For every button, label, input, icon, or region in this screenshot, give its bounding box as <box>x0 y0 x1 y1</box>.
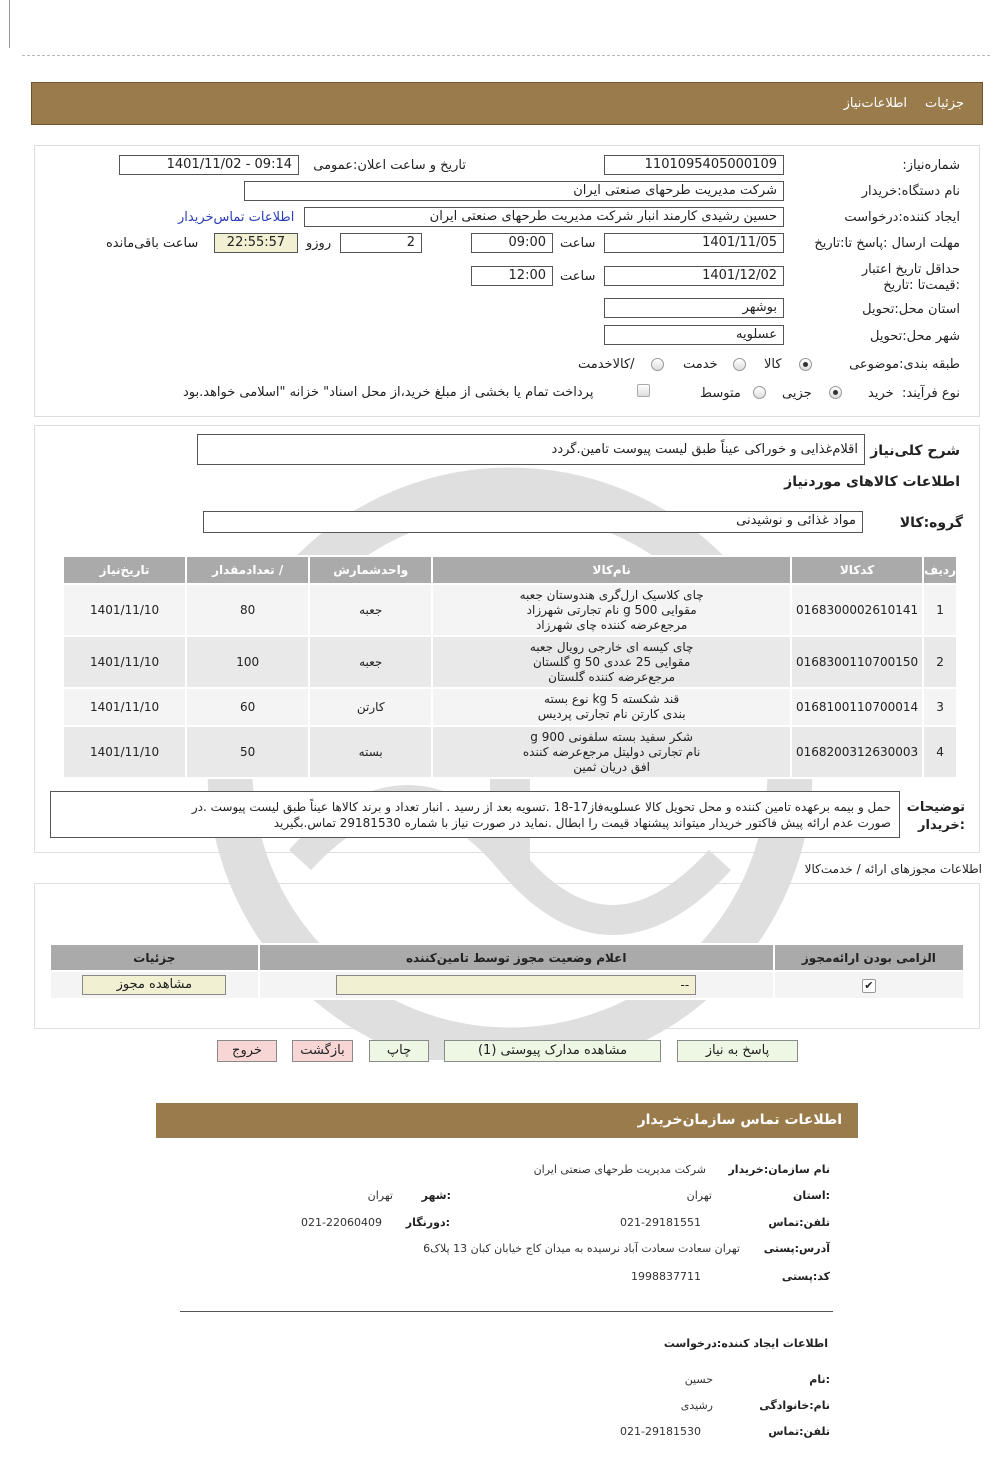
goods-table <box>62 555 958 779</box>
need-number-field: 1101095405000109 <box>604 155 784 175</box>
validity-time-label: ساعت <box>560 269 596 284</box>
permit-required-checkbox: ✔ <box>862 979 876 993</box>
print-button[interactable]: چاپ <box>369 1040 429 1062</box>
cell-name-line: افق دریان ثمین <box>573 759 650 774</box>
tab-need-info[interactable]: اطلاعات‌نیاز <box>843 96 908 111</box>
goods-info-title: اطلاعات کالاهای مورد‌نیاز <box>784 474 960 490</box>
cell-name-line: بندی کارتن نام تجارتی پردیس <box>537 707 686 721</box>
category-goods-service-radio[interactable] <box>651 358 664 371</box>
reply-button[interactable]: پاسخ به نیاز <box>677 1040 798 1062</box>
treasury-payment-note: پرداخت تمام یا بخشی از مبلغ خرید،از محل اسناد" خزانه "اسلامی خواهد.بود <box>183 385 594 400</box>
province-label: استان محل‌:تحویل <box>862 302 960 317</box>
category-goods-label: کالا <box>764 357 782 372</box>
days-field: 2 <box>340 233 422 253</box>
cell-name-line: مقوایی 500 g نام تجارتی شهرزاد <box>526 602 697 617</box>
creator-phone-value: 021-29181530 <box>620 1425 701 1438</box>
permits-title: اطلاعات مجوزهای ارائه / خدمت‌کالا <box>804 862 982 876</box>
deadline-time-label: ساعت <box>560 236 596 251</box>
buyer-contact-link[interactable]: اطلاعات تماس‌خریدار <box>178 210 295 225</box>
need-description-field: اقلام‌غذایی و خوراکی عیناً طبق لیست پیوست تامین.گردد <box>197 434 865 465</box>
buyer-notes-label: توضیحات <box>906 800 965 815</box>
permit-details-cell <box>50 971 259 999</box>
table-row <box>63 726 957 778</box>
cell-name <box>432 584 791 636</box>
deadline-date-field: 1401/11/05 <box>604 233 784 253</box>
cell-qty: 80 <box>186 584 309 636</box>
request-creator-title: اطلاعات ایجاد کننده‌:درخواست <box>663 1337 828 1350</box>
col-header-unit: واحد‌شمارش <box>309 556 432 584</box>
cell-name <box>432 636 791 688</box>
permit-col-required: الزامی بودن ارائه‌مجوز <box>774 944 964 971</box>
contact-phone-value: 021-29181551 <box>620 1216 701 1229</box>
cell-unit: جعبه <box>309 636 432 688</box>
col-header-qty: / تعدادمقدار <box>186 556 309 584</box>
cell-name-line: مرجع‌عرضه کننده چای شهرزاد <box>535 617 688 632</box>
table-row <box>63 584 957 636</box>
buyer-notes-line: حمل و بیمه برعهده تامین کننده و محل تحویل کالا عسلویه‌فاز17-18 .تسویه بعد از رسید . انبار تعداد و برند کالاها عیناً طبق لیست پیوست .در <box>191 800 891 814</box>
top-divider <box>22 55 990 56</box>
permit-status-cell <box>259 971 774 999</box>
contact-fax-label: :دورنگار <box>405 1216 450 1229</box>
cell-unit: بسته <box>309 726 432 778</box>
cell-name-line: چای کیسه ای خارجی رویال جعبه <box>529 639 694 654</box>
category-goods-radio[interactable] <box>799 358 812 371</box>
permit-col-status: اعلام وضعیت مجوز توسط تامین‌کننده <box>259 944 774 971</box>
contact-province-value: تهران <box>686 1189 712 1202</box>
page-left-rule <box>9 0 10 48</box>
contact-org-label: نام سازمان‌:خریدار <box>728 1163 830 1176</box>
col-header-date: تاریخ‌نیاز <box>63 556 186 584</box>
table-row <box>50 971 964 999</box>
process-buy-label: خرید <box>868 386 894 401</box>
contact-postal-value: 1998837711 <box>631 1270 701 1283</box>
announce-date-label: تاریخ و ساعت اعلان‌:عمومی <box>313 158 466 173</box>
buyer-org-field: شرکت مدیریت طرحهای صنعتی ایران <box>244 181 784 201</box>
cell-name-line: مقوایی 25 عددی 50 g گلستان <box>532 654 691 669</box>
cell-name-line: نام تجارتی دولیتل مرجع‌عرضه کننده <box>522 744 701 759</box>
contact-province-label: :استان <box>793 1189 830 1202</box>
cell-date: 1401/11/10 <box>63 726 186 778</box>
province-field: بوشهر <box>604 298 784 318</box>
category-service-label: خدمت <box>683 357 718 372</box>
cell-code: 0168300002610141 <box>791 584 923 636</box>
cell-qty: 60 <box>186 688 309 726</box>
process-partial-radio[interactable] <box>829 386 842 399</box>
cell-qty: 50 <box>186 726 309 778</box>
city-field: عسلویه <box>604 325 784 345</box>
process-medium-radio[interactable] <box>753 386 766 399</box>
tab-details[interactable]: جزئیات <box>925 96 964 111</box>
contact-divider <box>180 1311 833 1312</box>
permit-col-details: جزئیات <box>50 944 259 971</box>
cell-name <box>432 726 791 778</box>
cell-unit: جعبه <box>309 584 432 636</box>
col-header-code: کدکالا <box>791 556 923 584</box>
treasury-payment-checkbox[interactable] <box>637 384 650 397</box>
buyer-notes-field <box>50 791 900 838</box>
need-description-label: شرح کلی‌نیاز <box>870 443 960 459</box>
page-header-bar <box>31 82 983 125</box>
cell-name-line: شکر سفید بسته سلفونی 900 g <box>530 729 693 744</box>
creator-name-label: :نام <box>809 1373 830 1386</box>
cell-date: 1401/11/10 <box>63 688 186 726</box>
remaining-time-field: 22:55:57 <box>214 233 298 253</box>
cell-name <box>432 688 791 726</box>
cell-name-line: قند شکسته 5 kg نوع بسته <box>544 692 680 706</box>
creator-name-value: حسین <box>684 1373 713 1386</box>
cell-name-line: چای کلاسیک ارل‌گری هندوستان جعبه <box>519 587 704 602</box>
cell-row: 1 <box>923 584 957 636</box>
contact-postal-label: کد‌:پستی <box>781 1270 830 1283</box>
view-permit-button[interactable]: مشاهده مجوز <box>82 975 226 995</box>
permit-required-cell <box>774 971 964 999</box>
contact-address-value: تهران سعادت سعادت آباد نرسیده به میدان کاج خیابان کبان 13 پلاک6 <box>423 1242 740 1255</box>
contact-phone-label: تلفن‌:تماس <box>768 1216 830 1229</box>
table-row <box>63 688 957 726</box>
table-row <box>63 636 957 688</box>
cell-unit: کارتن <box>309 688 432 726</box>
cell-code: 0168200312630003 <box>791 726 923 778</box>
cell-row: 3 <box>923 688 957 726</box>
deadline-label: مهلت ارسال ‌:پاسخ تا‌:تاریخ <box>814 236 960 251</box>
contact-city-label: :شهر <box>421 1189 451 1202</box>
creator-field: حسین رشیدی کارمند انبار شرکت مدیریت طرحهای صنعتی ایران <box>304 207 784 227</box>
col-header-name: نام‌کالا <box>432 556 791 584</box>
cell-row: 2 <box>923 636 957 688</box>
buyer-notes-line: صورت عدم ارائه پیش فاکتور خریدار میتواند پیشنهاد قیمت را ابطال .نماید در صورت نیاز با شماره 29181530 تماس.بگیرید <box>273 816 891 830</box>
contact-city-value: تهران <box>367 1189 393 1202</box>
contact-fax-value: 021-22060409 <box>301 1216 382 1229</box>
cell-qty: 100 <box>186 636 309 688</box>
contact-org-value: شرکت مدیریت طرحهای صنعتی ایران <box>533 1163 706 1176</box>
permit-status-field[interactable]: -- <box>336 975 696 995</box>
creator-family-label: نام‌:خانوادگی <box>759 1399 830 1412</box>
goods-group-field: مواد غذائی و نوشیدنی <box>203 511 863 533</box>
buyer-org-label: نام دستگاه‌:خریدار <box>861 184 960 199</box>
buyer-notes-label-2: :خریدار <box>918 818 965 833</box>
cell-row: 4 <box>923 726 957 778</box>
exit-button[interactable]: خروج <box>217 1040 277 1062</box>
attachments-button[interactable]: مشاهده مدارک پیوستی (1) <box>444 1040 661 1062</box>
deadline-time-field: 09:00 <box>471 233 553 253</box>
creator-label: ایجاد کننده‌:درخواست <box>844 210 960 225</box>
city-label: شهر محل‌:تحویل <box>870 329 960 344</box>
process-type-label: نوع فرآیند‌: <box>902 386 960 401</box>
permits-table <box>49 943 965 1000</box>
process-partial-label: جزیی <box>782 386 812 401</box>
announce-date-field: 1401/11/02 - 09:14 <box>119 155 299 175</box>
cell-date: 1401/11/10 <box>63 584 186 636</box>
validity-time-field: 12:00 <box>471 266 553 286</box>
validity-label: حداقل تاریخ اعتبار ‌:قیمت‌تا :تاریخ <box>861 262 960 293</box>
goods-group-label: گروه‌:کالا <box>899 515 963 531</box>
remaining-time-label: ساعت باقی‌مانده <box>106 236 199 251</box>
category-goods-service-label: /کالاخدمت <box>578 357 635 372</box>
days-label: روزو <box>306 236 332 251</box>
creator-family-value: رشیدی <box>680 1399 713 1412</box>
need-number-label: شماره‌نیاز: <box>902 158 960 173</box>
category-service-radio[interactable] <box>733 358 746 371</box>
cell-code: 0168300110700150 <box>791 636 923 688</box>
creator-phone-label: تلفن‌:تماس <box>768 1425 830 1438</box>
cell-name-line: مرجع‌عرضه کننده گلستان <box>548 669 676 684</box>
col-header-row: ردیف <box>923 556 957 584</box>
validity-date-field: 1401/12/02 <box>604 266 784 286</box>
category-label: طبقه بندی‌:موضوعی <box>849 357 960 372</box>
cell-code: 0168100110700014 <box>791 688 923 726</box>
buyer-contact-title: اطلاعات تماس سازمان‌خریدار <box>156 1103 858 1138</box>
back-button[interactable]: بازگشت <box>292 1040 353 1062</box>
contact-address-label: آدرس‌:پستی <box>763 1242 830 1255</box>
cell-date: 1401/11/10 <box>63 636 186 688</box>
process-medium-label: متوسط <box>700 386 741 401</box>
